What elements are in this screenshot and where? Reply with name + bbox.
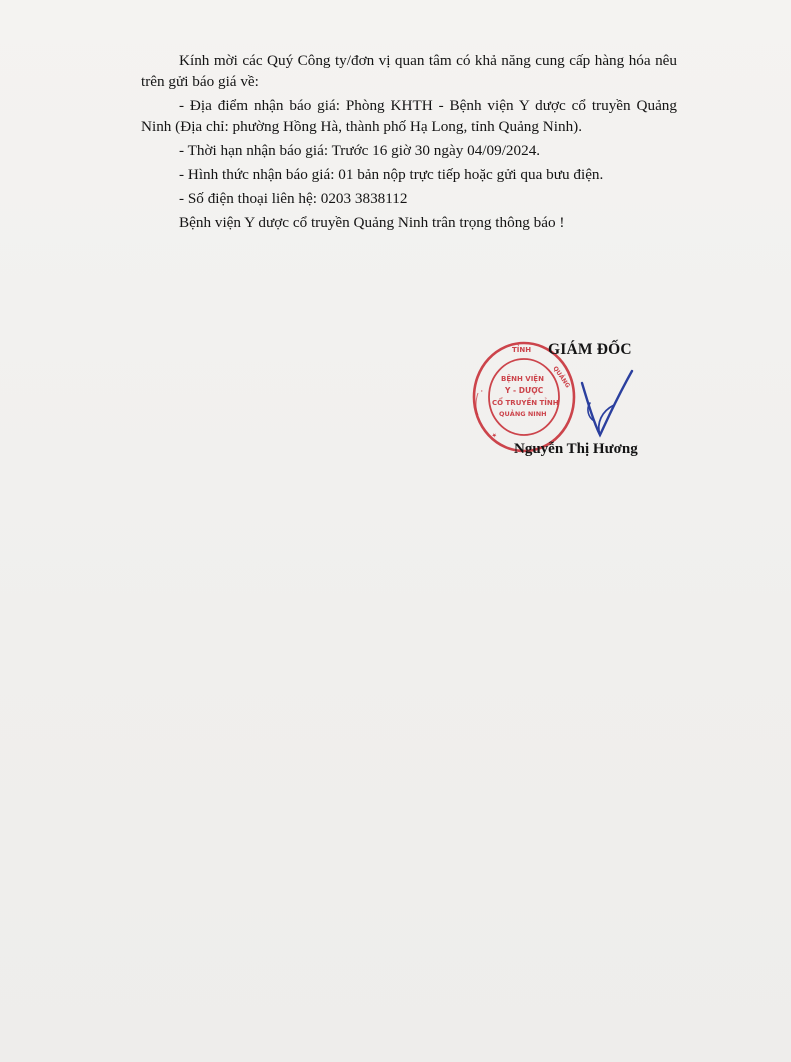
svg-text:BỆNH VIỆN: BỆNH VIỆN xyxy=(501,375,544,383)
closing-notice-paragraph: Bệnh viện Y dược cổ truyền Quảng Ninh trân trọng thông báo ! xyxy=(179,214,565,231)
svg-text:Y - DƯỢC: Y - DƯỢC xyxy=(505,386,544,395)
quote-deadline-paragraph: - Thời hạn nhận báo giá: Trước 16 giờ 30 ngày 04/09/2024. xyxy=(179,142,541,159)
signature-block xyxy=(470,333,680,468)
signer-name: Nguyễn Thị Hương xyxy=(514,441,638,457)
contact-phone-paragraph: - Số điện thoại liên hệ: 0203 3838112 xyxy=(179,190,408,207)
handwritten-signature-icon xyxy=(580,363,640,443)
quote-method-paragraph: - Hình thức nhận báo giá: 01 bản nộp trực tiếp hoặc gửi qua bưu điện. xyxy=(179,166,604,183)
svg-text:TỈNH: TỈNH xyxy=(512,346,532,354)
svg-text:QUẢNG NINH: QUẢNG NINH xyxy=(499,410,547,418)
letter-body xyxy=(141,50,677,236)
svg-text:·: · xyxy=(478,388,486,394)
invitation-paragraph: Kính mời các Quý Công ty/đơn vị quan tâm có khả năng cung cấp hàng hóa nêu trên gửi báo giá về: xyxy=(141,52,677,90)
quote-location-paragraph: - Địa điểm nhận báo giá: Phòng KHTH - Bệnh viện Y dược cổ truyền Quảng Ninh (Địa chỉ: phường Hồng Hà, thành phố Hạ Long, tỉnh Quảng Ninh). xyxy=(141,97,677,135)
svg-text:★: ★ xyxy=(489,431,499,440)
svg-text:CỔ TRUYỀN TỈNH: CỔ TRUYỀN TỈNH xyxy=(492,399,559,407)
svg-text:QUẢNG: QUẢNG xyxy=(551,365,572,390)
director-title: GIÁM ĐỐC xyxy=(548,341,632,358)
